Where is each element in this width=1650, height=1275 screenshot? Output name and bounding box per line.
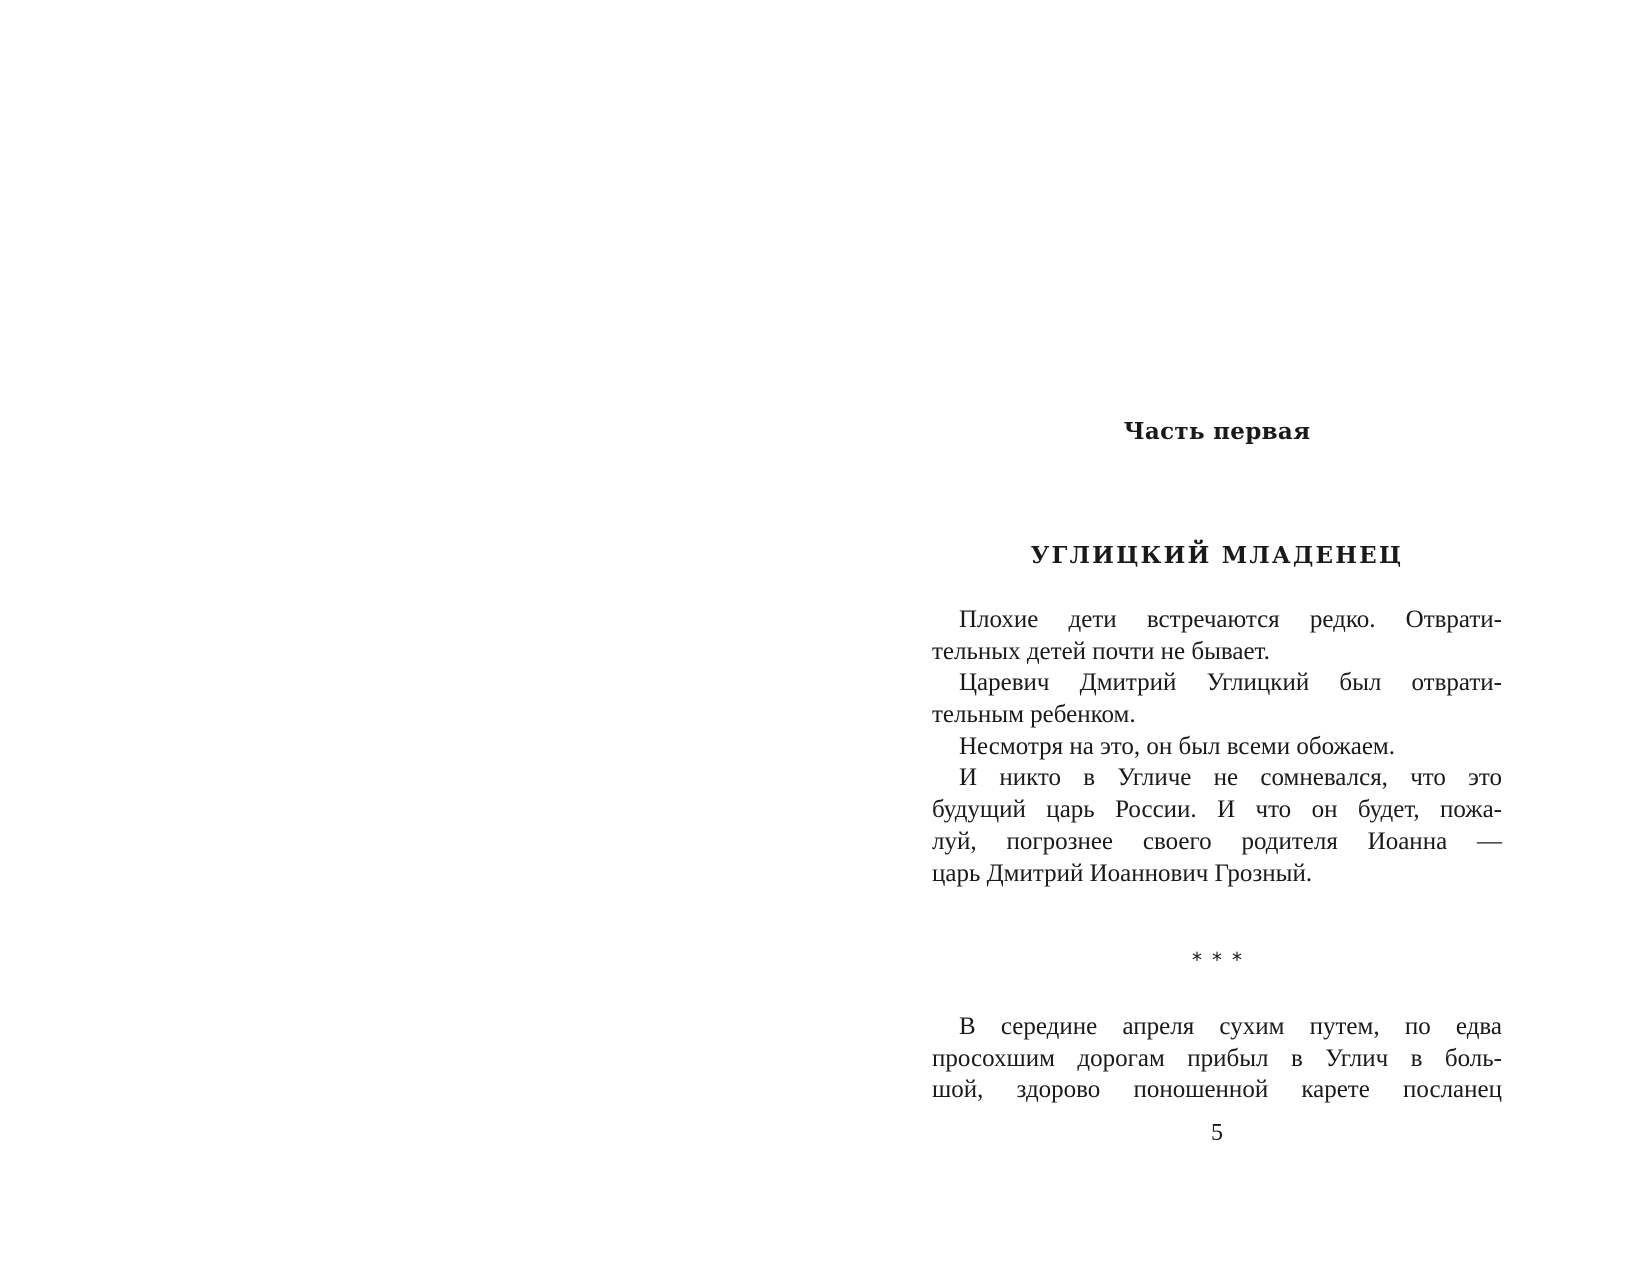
text-line: луй, погрознее своего родителя Иоанна — — [932, 827, 1502, 855]
section-separator-asterisks: *** — [1192, 948, 1252, 972]
text-line: В середине апреля сухим путем, по едва — [959, 1013, 1502, 1040]
text-line: шой, здорово поношенной карете посланец — [932, 1076, 1502, 1104]
page-number: 5 — [1211, 1120, 1223, 1146]
text-line: Царевич Дмитрий Углицкий был отврати- — [959, 669, 1502, 697]
text-line: И никто в Угличе не сомневался, что это — [959, 764, 1502, 792]
section-1-text — [932, 604, 1502, 889]
section-2-text — [932, 1011, 1502, 1106]
text-line: царь Дмитрий Иоаннович Грозный. — [932, 859, 1313, 887]
text-line: Плохие дети встречаются редко. Отврати- — [959, 606, 1502, 633]
text-line: тельным ребенком. — [932, 701, 1136, 729]
text-line: будущий царь России. И что он будет, пожа- — [932, 796, 1502, 824]
chapter-title: УГЛИЦКИЙ МЛАДЕНЕЦ — [1030, 542, 1404, 569]
text-line: тельных детей почти не бывает. — [932, 637, 1270, 665]
part-title: Часть первая — [1123, 418, 1311, 445]
text-line: просохшим дорогам прибыл в Углич в боль- — [932, 1044, 1502, 1072]
text-line: Несмотря на это, он был всеми обожаем. — [959, 732, 1395, 760]
